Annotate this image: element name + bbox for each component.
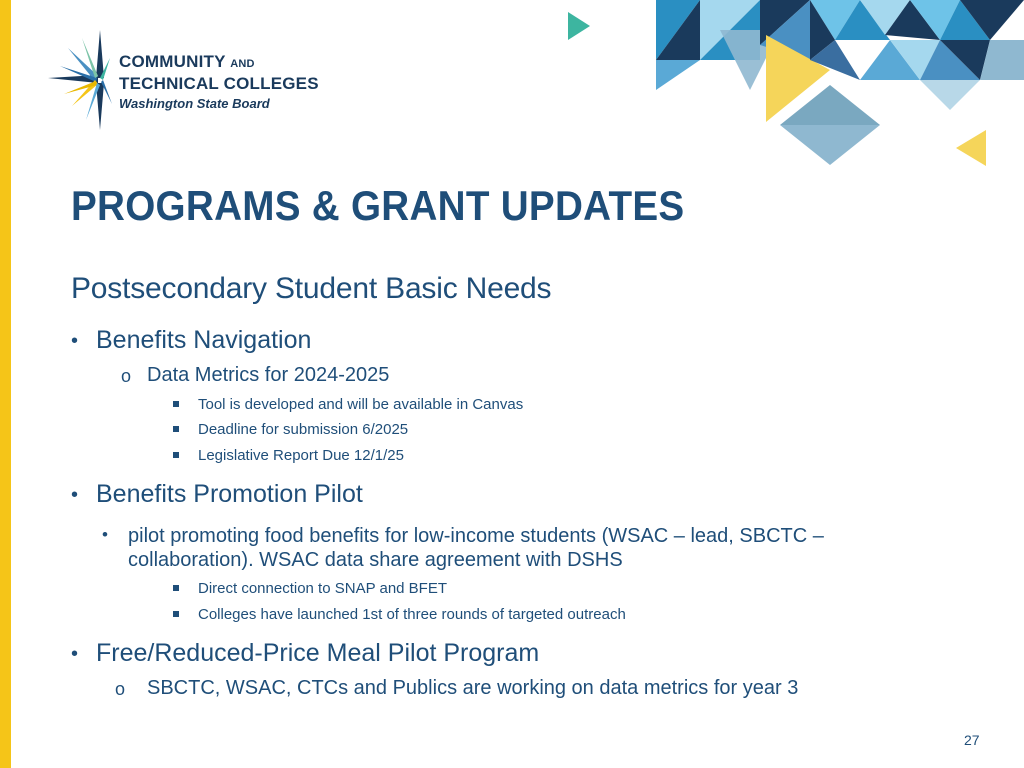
section-benefits-navigation: Benefits Navigation	[96, 326, 312, 354]
slide-subtitle: Postsecondary Student Basic Needs	[71, 272, 552, 305]
left-accent-bar	[0, 0, 11, 768]
bullet-icon: •	[71, 484, 79, 506]
logo-technical-colleges: TECHNICAL COLLEGES	[119, 74, 319, 93]
sub-data-metrics: Data Metrics for 2024-2025	[147, 364, 390, 386]
item-snap-bfet: Direct connection to SNAP and BFET	[198, 580, 448, 597]
square-bullet-icon	[173, 611, 179, 617]
square-bullet-icon	[173, 426, 179, 432]
sub-pilot-line2: collaboration). WSAC data share agreement with DSHS	[128, 549, 623, 571]
item-legislative-report: Legislative Report Due 12/1/25	[198, 447, 404, 464]
square-bullet-icon	[173, 401, 179, 407]
decorative-triangles	[560, 0, 1024, 170]
section-benefits-promotion-pilot: Benefits Promotion Pilot	[96, 480, 363, 508]
logo-washington-state-board: Washington State Board	[119, 96, 270, 111]
logo	[48, 28, 348, 133]
item-deadline: Deadline for submission 6/2025	[198, 421, 409, 438]
sub-data-metrics-year3: SBCTC, WSAC, CTCs and Publics are working on data metrics for year 3	[147, 677, 799, 699]
starburst-logo-icon	[48, 28, 118, 133]
square-bullet-icon	[173, 585, 179, 591]
page-number: 27	[964, 732, 980, 748]
logo-community: COMMUNITY	[119, 52, 226, 71]
bullet-icon: •	[71, 643, 79, 665]
item-targeted-outreach: Colleges have launched 1st of three rounds of targeted outreach	[198, 606, 626, 623]
square-bullet-icon	[173, 452, 179, 458]
slide-title: PROGRAMS & GRANT UPDATES	[71, 182, 685, 229]
circle-bullet-icon: o	[115, 679, 126, 699]
section-meal-pilot: Free/Reduced-Price Meal Pilot Program	[96, 639, 540, 667]
sub-pilot-line1: pilot promoting food benefits for low-income students (WSAC – lead, SBCTC –	[128, 525, 824, 547]
bullet-icon: •	[71, 330, 79, 352]
circle-bullet-icon: o	[121, 366, 132, 386]
logo-and: AND	[230, 58, 255, 70]
bullet-icon: •	[102, 525, 108, 544]
item-tool-developed: Tool is developed and will be available in Canvas	[198, 396, 524, 413]
